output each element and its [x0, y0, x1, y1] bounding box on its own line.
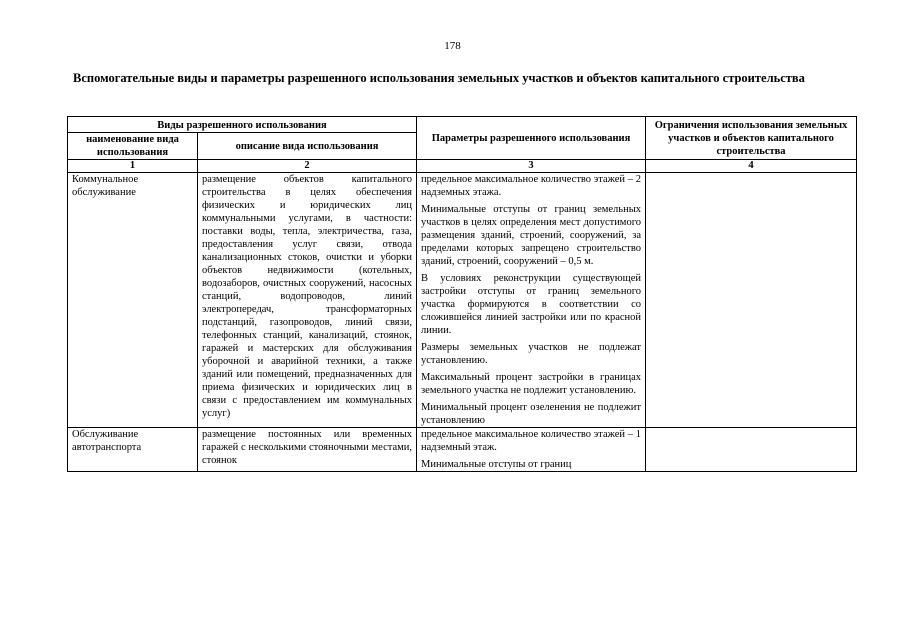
param-paragraph: Минимальный процент озеленения не подлежит установлению — [421, 402, 642, 426]
header-use-types: Виды разрешенного использования — [68, 117, 417, 133]
header-use-description: описание вида использования — [198, 133, 417, 160]
header-use-name: наименование вида использования — [68, 133, 198, 160]
params-cell — [417, 428, 646, 472]
param-paragraph: предельное максимальное количество этажей – 2 надземных этажа. — [421, 174, 642, 198]
params-text — [421, 428, 641, 469]
column-number: 3 — [417, 160, 646, 173]
use-description-cell — [198, 428, 417, 472]
header-params: Параметры разрешенного использования — [417, 117, 646, 160]
column-number: 4 — [646, 160, 857, 173]
param-paragraph: Минимальные отступы от границ земельных участков в целях определения мест допустимого размещения зданий, строений, сооружений, за пределами которых запрещено строительство зданий, строений, сооружений – 0,5 м. — [421, 204, 642, 267]
document-title: Вспомогательные виды и параметры разрешенного использования земельных участков и объектов капитального строительства — [73, 71, 805, 85]
table-row — [68, 428, 857, 472]
limits-cell — [646, 173, 857, 428]
table-row — [68, 173, 857, 428]
param-paragraph: В условиях реконструкции существующей застройки отступы от границ земельного участка формируются в соответствии со сложившейся линией застройки или по красной линии. — [421, 273, 642, 336]
header-limits: Ограничения использования земельных участков и объектов капитального строительства — [646, 117, 857, 160]
use-description-cell: размещение объектов капитального строительства в целях обеспечения физических и юридических лиц коммунальными услугами, в частности: поставки воды, тепла, электричества, газа, предоставления услуг связи, отвода канализационных стоков, очистки и уборки объектов недвижимости (котельных, водозаборов, очистных сооружений, насосных станций, водопроводов, линий электропередач, трансформаторных подстанций, газопроводов, линий связи, телефонных станций, канализаций, стоянок, гаражей и мастерских для обслуживания уборочной и аварийной техники, а также зданий или помещений, предназначенных для приема физических и юридических лиц в связи с предоставлением им коммунальных услуг) — [198, 173, 417, 428]
column-number: 1 — [68, 160, 198, 173]
land-use-table — [67, 116, 857, 472]
column-number: 2 — [198, 160, 417, 173]
use-name-cell: Обслуживание автотранспорта — [68, 428, 198, 472]
param-paragraph: Минимальные отступы от границ — [421, 459, 572, 469]
param-paragraph: предельное максимальное количество этажей – 1 надземный этаж. — [421, 429, 642, 453]
page-number: 178 — [444, 40, 461, 52]
use-description-text: размещение постоянных или временных гаражей с несколькими стояночными местами, стоянок — [202, 429, 413, 466]
limits-cell — [646, 428, 857, 472]
use-name-cell: Коммунальное обслуживание — [68, 173, 198, 428]
params-cell — [417, 173, 646, 428]
param-paragraph: Максимальный процент застройки в границах земельного участка не подлежит установлению. — [421, 372, 642, 396]
param-paragraph: Размеры земельных участков не подлежат установлению. — [421, 342, 642, 366]
